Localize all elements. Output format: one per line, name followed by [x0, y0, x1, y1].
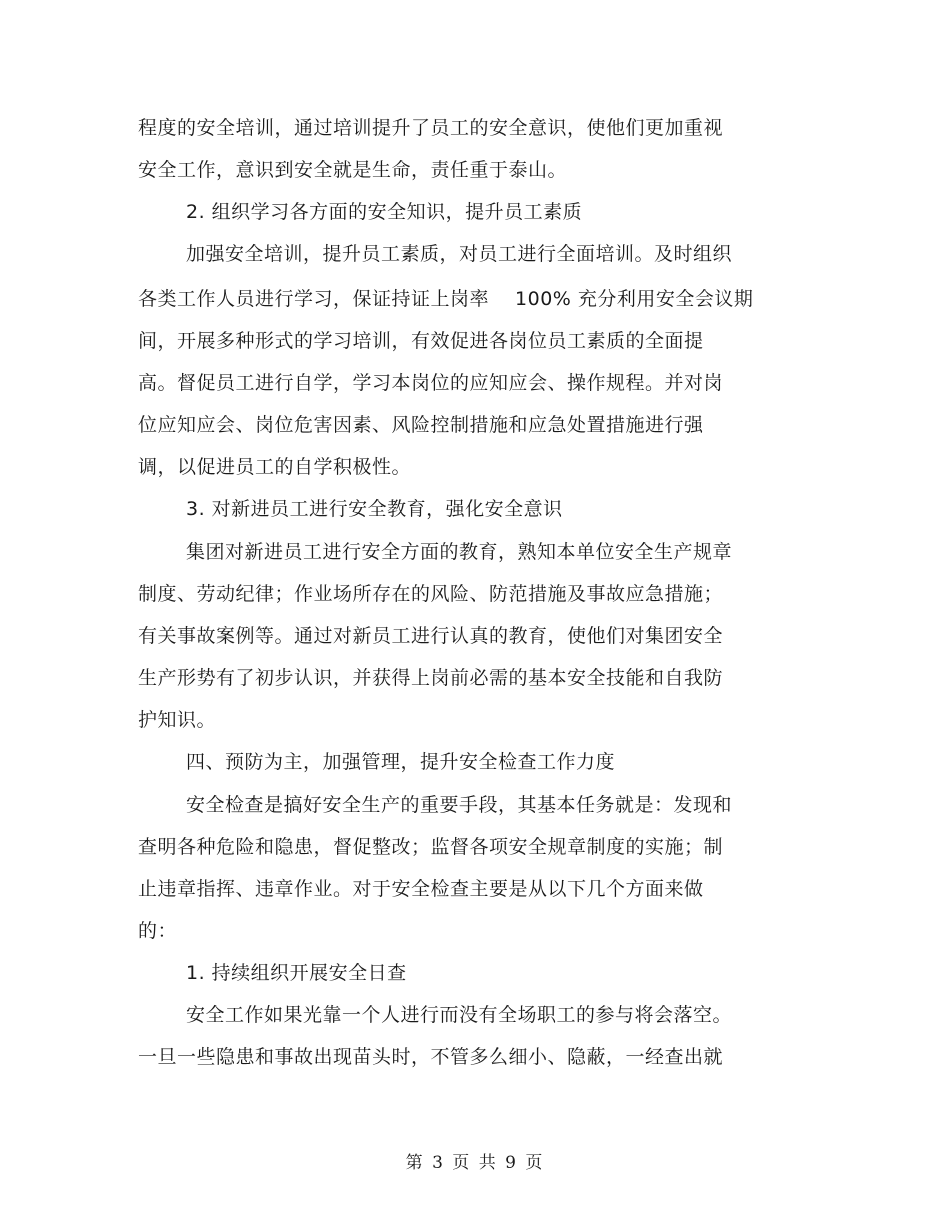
section-heading: 3. 对新进员工进行安全教育，强化安全意识: [186, 498, 563, 520]
paragraph-line: 安全工作如果光靠一个人进行而没有全场职工的参与将会落空。: [186, 1004, 733, 1026]
paragraph-line: 护知识。: [138, 709, 217, 731]
section-heading: 2. 组织学习各方面的安全知识，提升员工素质: [186, 201, 583, 223]
paragraph-line: 集团对新进员工进行安全方面的教育，熟知本单位安全生产规章: [186, 541, 733, 563]
paragraph-line: 生产形势有了初步认识，并获得上岗前必需的基本安全技能和自我防: [138, 667, 724, 689]
section-heading: 四、预防为主，加强管理，提升安全检查工作力度: [186, 751, 616, 773]
paragraph-line: 各类工作人员进行学习，保证持证上岗率 100% 充分利用安全会议期: [138, 288, 754, 310]
paragraph-line: 加强安全培训，提升员工素质，对员工进行全面培训。及时组织: [186, 243, 733, 265]
paragraph-line: 有关事故案例等。通过对新员工进行认真的教育，使他们对集团安全: [138, 625, 724, 647]
section-heading: 1. 持续组织开展安全日查: [186, 962, 407, 984]
paragraph-line: 调，以促进员工的自学积极性。: [138, 456, 412, 478]
paragraph-line: 间，开展多种形式的学习培训，有效促进各岗位员工素质的全面提: [138, 330, 704, 352]
paragraph-line: 高。督促员工进行自学，学习本岗位的应知应会、操作规程。并对岗: [138, 372, 724, 394]
paragraph-line: 的：: [138, 920, 178, 942]
page-number-footer: 第 3 页 共 9 页: [405, 1153, 545, 1173]
paragraph-line: 止违章指挥、违章作业。对于安全检查主要是从以下几个方面来做: [138, 878, 704, 900]
paragraph-line: 安全检查是搞好安全生产的重要手段，其基本任务就是：发现和: [186, 794, 733, 816]
paragraph-line: 位应知应会、岗位危害因素、风险控制措施和应急处置措施进行强: [138, 414, 704, 436]
paragraph-line: 查明各种危险和隐患，督促整改；监督各项安全规章制度的实施；制: [138, 836, 724, 858]
paragraph-line: 程度的安全培训，通过培训提升了员工的安全意识，使他们更加重视: [138, 117, 724, 139]
paragraph-line: 一旦一些隐患和事故出现苗头时，不管多么细小、隐蔽，一经查出就: [138, 1046, 724, 1068]
paragraph-line: 安全工作，意识到安全就是生命，责任重于泰山。: [138, 159, 568, 181]
paragraph-line: 制度、劳动纪律；作业场所存在的风险、防范措施及事故应急措施；: [138, 583, 724, 605]
